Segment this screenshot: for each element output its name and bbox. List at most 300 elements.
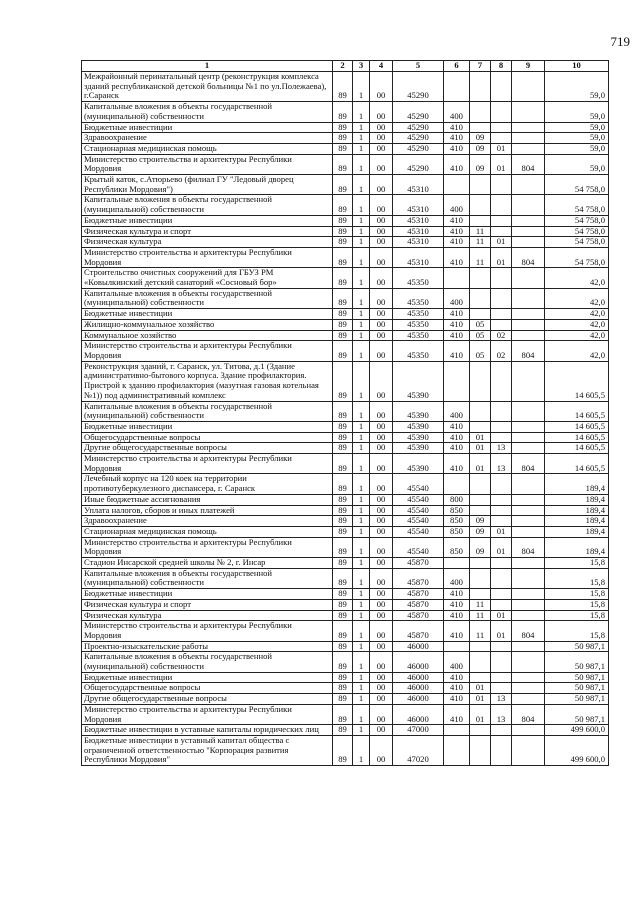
- code-5-cell: 45310: [393, 175, 444, 195]
- amount-cell: 54 758,0: [545, 175, 609, 195]
- code-4-cell: 00: [370, 526, 393, 537]
- item-name-cell: Бюджетные инвестиции: [82, 215, 333, 226]
- code-3-cell: 1: [353, 589, 370, 600]
- item-name-cell: Жилищно-коммунальное хозяйство: [82, 319, 333, 330]
- code-7-cell: 11: [470, 226, 491, 237]
- code-5-cell: 45310: [393, 247, 444, 267]
- item-name-cell: Министерство строительства и архитектуры Республики Мордовия: [82, 537, 333, 557]
- code-3-cell: 1: [353, 652, 370, 672]
- code-7-cell: [470, 494, 491, 505]
- code-5-cell: 45870: [393, 621, 444, 641]
- code-5-cell: 45540: [393, 516, 444, 527]
- code-6-cell: 410: [444, 599, 470, 610]
- amount-cell: 59,0: [545, 72, 609, 102]
- code-7-cell: 09: [470, 537, 491, 557]
- code-5-cell: 45540: [393, 526, 444, 537]
- table-row: [82, 401, 609, 421]
- code-4-cell: 00: [370, 143, 393, 154]
- code-7-cell: [470, 505, 491, 516]
- item-name-cell: Реконструкция зданий, г. Саранск, ул. Титова, д.1 (Здание административно-бытового корпуса. Здание профилактория. Пристрой к зданию профилактория (мазутная газовая котельная №1)) под административный комплекс: [82, 361, 333, 401]
- code-6-cell: [444, 268, 470, 288]
- code-8-cell: 01: [491, 143, 512, 154]
- code-8-cell: [491, 683, 512, 694]
- code-3-cell: 1: [353, 474, 370, 494]
- code-9-cell: [512, 361, 545, 401]
- amount-cell: 14 605,5: [545, 361, 609, 401]
- code-7-cell: [470, 652, 491, 672]
- code-2-cell: 89: [333, 122, 353, 133]
- code-3-cell: 1: [353, 725, 370, 736]
- code-9-cell: [512, 330, 545, 341]
- table-row: [82, 133, 609, 144]
- code-4-cell: 00: [370, 237, 393, 248]
- header-cell: 10: [545, 61, 609, 72]
- item-name-cell: Коммунальное хозяйство: [82, 330, 333, 341]
- code-5-cell: 46000: [393, 694, 444, 705]
- code-3-cell: 1: [353, 215, 370, 226]
- code-4-cell: 00: [370, 652, 393, 672]
- item-name-cell: Бюджетные инвестиции: [82, 309, 333, 320]
- code-2-cell: 89: [333, 421, 353, 432]
- table-row: [82, 330, 609, 341]
- code-6-cell: 410: [444, 421, 470, 432]
- code-4-cell: 00: [370, 401, 393, 421]
- code-4-cell: 00: [370, 341, 393, 361]
- code-2-cell: 89: [333, 568, 353, 588]
- code-4-cell: 00: [370, 474, 393, 494]
- code-8-cell: [491, 589, 512, 600]
- code-6-cell: 400: [444, 401, 470, 421]
- code-7-cell: [470, 175, 491, 195]
- code-8-cell: [491, 215, 512, 226]
- amount-cell: 189,4: [545, 526, 609, 537]
- code-6-cell: 400: [444, 652, 470, 672]
- code-4-cell: 00: [370, 736, 393, 766]
- code-6-cell: 410: [444, 215, 470, 226]
- code-4-cell: 00: [370, 516, 393, 527]
- table-row: [82, 621, 609, 641]
- header-cell: 2: [333, 61, 353, 72]
- code-6-cell: 410: [444, 341, 470, 361]
- code-9-cell: 804: [512, 537, 545, 557]
- code-5-cell: 45310: [393, 195, 444, 215]
- code-4-cell: 00: [370, 268, 393, 288]
- code-6-cell: 410: [444, 226, 470, 237]
- code-5-cell: 45350: [393, 309, 444, 320]
- code-6-cell: 410: [444, 683, 470, 694]
- code-6-cell: 410: [444, 143, 470, 154]
- item-name-cell: Капитальные вложения в объекты государственной (муниципальной) собственности: [82, 652, 333, 672]
- table-row: [82, 454, 609, 474]
- code-4-cell: 00: [370, 175, 393, 195]
- code-5-cell: 47020: [393, 736, 444, 766]
- code-9-cell: [512, 102, 545, 122]
- code-8-cell: [491, 599, 512, 610]
- item-name-cell: Лечебный корпус на 120 коек на территории противотуберкулезного диспансера, г. Саранск: [82, 474, 333, 494]
- code-7-cell: [470, 195, 491, 215]
- code-7-cell: [470, 589, 491, 600]
- code-2-cell: 89: [333, 516, 353, 527]
- code-3-cell: 1: [353, 401, 370, 421]
- code-3-cell: 1: [353, 330, 370, 341]
- code-4-cell: 00: [370, 505, 393, 516]
- amount-cell: 189,4: [545, 516, 609, 527]
- table-row: [82, 72, 609, 102]
- code-9-cell: [512, 516, 545, 527]
- code-4-cell: 00: [370, 683, 393, 694]
- table-row: [82, 175, 609, 195]
- code-2-cell: 89: [333, 432, 353, 443]
- code-6-cell: 410: [444, 247, 470, 267]
- code-8-cell: 01: [491, 247, 512, 267]
- code-9-cell: [512, 526, 545, 537]
- code-3-cell: 1: [353, 319, 370, 330]
- code-2-cell: 89: [333, 454, 353, 474]
- code-6-cell: 410: [444, 704, 470, 724]
- code-2-cell: 89: [333, 133, 353, 144]
- code-5-cell: 45290: [393, 122, 444, 133]
- code-6-cell: 410: [444, 133, 470, 144]
- code-3-cell: 1: [353, 175, 370, 195]
- table-row: [82, 361, 609, 401]
- item-name-cell: Стадион Инсарской средней школы № 2, г. Инсар: [82, 558, 333, 569]
- amount-cell: 42,0: [545, 288, 609, 308]
- code-5-cell: 45350: [393, 268, 444, 288]
- code-3-cell: 1: [353, 432, 370, 443]
- code-8-cell: [491, 288, 512, 308]
- code-5-cell: 45350: [393, 319, 444, 330]
- code-2-cell: 89: [333, 672, 353, 683]
- code-3-cell: 1: [353, 516, 370, 527]
- code-4-cell: 00: [370, 122, 393, 133]
- code-7-cell: 11: [470, 621, 491, 641]
- code-4-cell: 00: [370, 621, 393, 641]
- table-row: [82, 652, 609, 672]
- amount-cell: 42,0: [545, 309, 609, 320]
- table-row: [82, 704, 609, 724]
- code-9-cell: 804: [512, 341, 545, 361]
- code-3-cell: 1: [353, 288, 370, 308]
- code-6-cell: 410: [444, 432, 470, 443]
- code-4-cell: 00: [370, 72, 393, 102]
- code-3-cell: 1: [353, 341, 370, 361]
- code-9-cell: 804: [512, 704, 545, 724]
- table-row: [82, 309, 609, 320]
- code-7-cell: 05: [470, 319, 491, 330]
- code-9-cell: [512, 725, 545, 736]
- code-5-cell: 45290: [393, 102, 444, 122]
- code-5-cell: 45310: [393, 215, 444, 226]
- table-row: [82, 195, 609, 215]
- header-cell: 5: [393, 61, 444, 72]
- code-5-cell: 45870: [393, 558, 444, 569]
- code-2-cell: 89: [333, 621, 353, 641]
- code-3-cell: 1: [353, 704, 370, 724]
- code-2-cell: 89: [333, 175, 353, 195]
- code-4-cell: 00: [370, 154, 393, 174]
- code-9-cell: [512, 122, 545, 133]
- amount-cell: 54 758,0: [545, 215, 609, 226]
- code-7-cell: [470, 361, 491, 401]
- code-6-cell: 410: [444, 610, 470, 621]
- amount-cell: 50 987,1: [545, 641, 609, 652]
- item-name-cell: Общегосударственные вопросы: [82, 432, 333, 443]
- code-4-cell: 00: [370, 226, 393, 237]
- code-3-cell: 1: [353, 361, 370, 401]
- code-8-cell: 13: [491, 704, 512, 724]
- code-2-cell: 89: [333, 704, 353, 724]
- table-row: [82, 288, 609, 308]
- code-4-cell: 00: [370, 319, 393, 330]
- code-6-cell: [444, 72, 470, 102]
- code-9-cell: [512, 683, 545, 694]
- code-6-cell: 850: [444, 505, 470, 516]
- code-2-cell: 89: [333, 610, 353, 621]
- item-name-cell: Капитальные вложения в объекты государственной (муниципальной) собственности: [82, 102, 333, 122]
- code-5-cell: 45310: [393, 237, 444, 248]
- code-2-cell: 89: [333, 215, 353, 226]
- amount-cell: 50 987,1: [545, 694, 609, 705]
- table-row: [82, 558, 609, 569]
- code-9-cell: 804: [512, 621, 545, 641]
- code-2-cell: 89: [333, 401, 353, 421]
- code-8-cell: 01: [491, 537, 512, 557]
- table-row: [82, 421, 609, 432]
- code-6-cell: 400: [444, 288, 470, 308]
- table-row: [82, 237, 609, 248]
- code-8-cell: [491, 672, 512, 683]
- code-3-cell: 1: [353, 72, 370, 102]
- code-8-cell: 02: [491, 341, 512, 361]
- table-row: [82, 226, 609, 237]
- code-2-cell: 89: [333, 268, 353, 288]
- table-row: [82, 443, 609, 454]
- amount-cell: 59,0: [545, 133, 609, 144]
- amount-cell: 54 758,0: [545, 226, 609, 237]
- code-8-cell: [491, 122, 512, 133]
- code-2-cell: 89: [333, 494, 353, 505]
- code-6-cell: [444, 175, 470, 195]
- item-name-cell: Строительство очистных сооружений для ГБУЗ РМ «Ковылкинский детский санаторий «Сосновый бор»: [82, 268, 333, 288]
- code-4-cell: 00: [370, 454, 393, 474]
- code-4-cell: 00: [370, 195, 393, 215]
- amount-cell: 50 987,1: [545, 652, 609, 672]
- code-4-cell: 00: [370, 215, 393, 226]
- code-3-cell: 1: [353, 683, 370, 694]
- table-row: [82, 683, 609, 694]
- table-row: [82, 215, 609, 226]
- code-7-cell: 09: [470, 516, 491, 527]
- table-row: [82, 319, 609, 330]
- item-name-cell: Министерство строительства и архитектуры Республики Мордовия: [82, 341, 333, 361]
- code-8-cell: [491, 432, 512, 443]
- code-9-cell: [512, 641, 545, 652]
- code-4-cell: 00: [370, 568, 393, 588]
- amount-cell: 59,0: [545, 122, 609, 133]
- item-name-cell: Уплата налогов, сборов и иных платежей: [82, 505, 333, 516]
- code-4-cell: 00: [370, 443, 393, 454]
- item-name-cell: Проектно-изыскательские работы: [82, 641, 333, 652]
- code-2-cell: 89: [333, 474, 353, 494]
- code-5-cell: 46000: [393, 652, 444, 672]
- code-2-cell: 89: [333, 341, 353, 361]
- table-row: [82, 672, 609, 683]
- code-5-cell: 45540: [393, 505, 444, 516]
- code-7-cell: 05: [470, 330, 491, 341]
- amount-cell: 499 600,0: [545, 736, 609, 766]
- code-9-cell: [512, 494, 545, 505]
- table-row: [82, 122, 609, 133]
- table-row: [82, 725, 609, 736]
- code-8-cell: [491, 195, 512, 215]
- item-name-cell: Стационарная медицинская помощь: [82, 526, 333, 537]
- code-2-cell: 89: [333, 641, 353, 652]
- code-9-cell: [512, 72, 545, 102]
- code-4-cell: 00: [370, 610, 393, 621]
- code-9-cell: [512, 175, 545, 195]
- code-9-cell: [512, 268, 545, 288]
- code-8-cell: 01: [491, 237, 512, 248]
- code-2-cell: 89: [333, 330, 353, 341]
- code-7-cell: [470, 72, 491, 102]
- code-9-cell: [512, 672, 545, 683]
- item-name-cell: Другие общегосударственные вопросы: [82, 443, 333, 454]
- code-9-cell: 804: [512, 454, 545, 474]
- code-6-cell: [444, 558, 470, 569]
- code-4-cell: 00: [370, 421, 393, 432]
- amount-cell: 189,4: [545, 474, 609, 494]
- code-7-cell: [470, 558, 491, 569]
- budget-table: [81, 60, 609, 766]
- code-7-cell: [470, 401, 491, 421]
- code-3-cell: 1: [353, 641, 370, 652]
- header-cell: 8: [491, 61, 512, 72]
- code-8-cell: [491, 309, 512, 320]
- code-4-cell: 00: [370, 133, 393, 144]
- code-6-cell: 410: [444, 237, 470, 248]
- code-6-cell: [444, 641, 470, 652]
- header-cell: 7: [470, 61, 491, 72]
- code-9-cell: [512, 694, 545, 705]
- code-8-cell: [491, 133, 512, 144]
- code-6-cell: 410: [444, 621, 470, 641]
- item-name-cell: Иные бюджетные ассигнования: [82, 494, 333, 505]
- code-6-cell: 410: [444, 122, 470, 133]
- code-8-cell: [491, 725, 512, 736]
- table-row: [82, 143, 609, 154]
- table-row: [82, 599, 609, 610]
- code-3-cell: 1: [353, 694, 370, 705]
- code-4-cell: 00: [370, 704, 393, 724]
- code-3-cell: 1: [353, 247, 370, 267]
- code-2-cell: 89: [333, 195, 353, 215]
- table-row: [82, 505, 609, 516]
- item-name-cell: Другие общегосударственные вопросы: [82, 694, 333, 705]
- code-8-cell: [491, 319, 512, 330]
- code-8-cell: [491, 72, 512, 102]
- code-6-cell: 850: [444, 526, 470, 537]
- code-5-cell: 45290: [393, 72, 444, 102]
- amount-cell: 50 987,1: [545, 704, 609, 724]
- table-row: [82, 641, 609, 652]
- amount-cell: 59,0: [545, 102, 609, 122]
- amount-cell: 42,0: [545, 268, 609, 288]
- code-7-cell: 11: [470, 610, 491, 621]
- table-row: [82, 516, 609, 527]
- code-8-cell: [491, 736, 512, 766]
- code-8-cell: [491, 505, 512, 516]
- code-4-cell: 00: [370, 247, 393, 267]
- code-4-cell: 00: [370, 432, 393, 443]
- code-8-cell: [491, 268, 512, 288]
- code-3-cell: 1: [353, 154, 370, 174]
- code-7-cell: 11: [470, 237, 491, 248]
- code-2-cell: 89: [333, 537, 353, 557]
- table-row: [82, 526, 609, 537]
- code-6-cell: 410: [444, 309, 470, 320]
- code-7-cell: [470, 122, 491, 133]
- code-8-cell: [491, 421, 512, 432]
- table-row: [82, 154, 609, 174]
- code-9-cell: [512, 558, 545, 569]
- code-7-cell: [470, 268, 491, 288]
- code-6-cell: 400: [444, 195, 470, 215]
- code-2-cell: 89: [333, 694, 353, 705]
- code-7-cell: [470, 641, 491, 652]
- code-5-cell: 45870: [393, 610, 444, 621]
- code-3-cell: 1: [353, 505, 370, 516]
- amount-cell: 499 600,0: [545, 725, 609, 736]
- code-7-cell: 01: [470, 454, 491, 474]
- code-8-cell: 01: [491, 610, 512, 621]
- code-7-cell: 05: [470, 341, 491, 361]
- code-4-cell: 00: [370, 558, 393, 569]
- item-name-cell: Бюджетные инвестиции: [82, 672, 333, 683]
- amount-cell: 59,0: [545, 143, 609, 154]
- code-6-cell: 850: [444, 537, 470, 557]
- item-name-cell: Физическая культура и спорт: [82, 599, 333, 610]
- code-4-cell: 00: [370, 494, 393, 505]
- code-9-cell: [512, 736, 545, 766]
- code-5-cell: 45290: [393, 154, 444, 174]
- code-2-cell: 89: [333, 288, 353, 308]
- item-name-cell: Общегосударственные вопросы: [82, 683, 333, 694]
- amount-cell: 189,4: [545, 494, 609, 505]
- table-row: [82, 341, 609, 361]
- amount-cell: 54 758,0: [545, 237, 609, 248]
- item-name-cell: Физическая культура и спорт: [82, 226, 333, 237]
- code-2-cell: 89: [333, 652, 353, 672]
- code-9-cell: [512, 143, 545, 154]
- code-8-cell: [491, 474, 512, 494]
- code-3-cell: 1: [353, 558, 370, 569]
- code-4-cell: 00: [370, 361, 393, 401]
- code-5-cell: 45870: [393, 599, 444, 610]
- code-4-cell: 00: [370, 309, 393, 320]
- code-5-cell: 45390: [393, 361, 444, 401]
- code-8-cell: 01: [491, 526, 512, 537]
- code-2-cell: 89: [333, 309, 353, 320]
- code-8-cell: 01: [491, 154, 512, 174]
- amount-cell: 59,0: [545, 154, 609, 174]
- code-2-cell: 89: [333, 72, 353, 102]
- item-name-cell: Капитальные вложения в объекты государственной (муниципальной) собственности: [82, 288, 333, 308]
- code-2-cell: 89: [333, 526, 353, 537]
- code-7-cell: 09: [470, 133, 491, 144]
- code-4-cell: 00: [370, 537, 393, 557]
- code-3-cell: 1: [353, 143, 370, 154]
- code-9-cell: [512, 474, 545, 494]
